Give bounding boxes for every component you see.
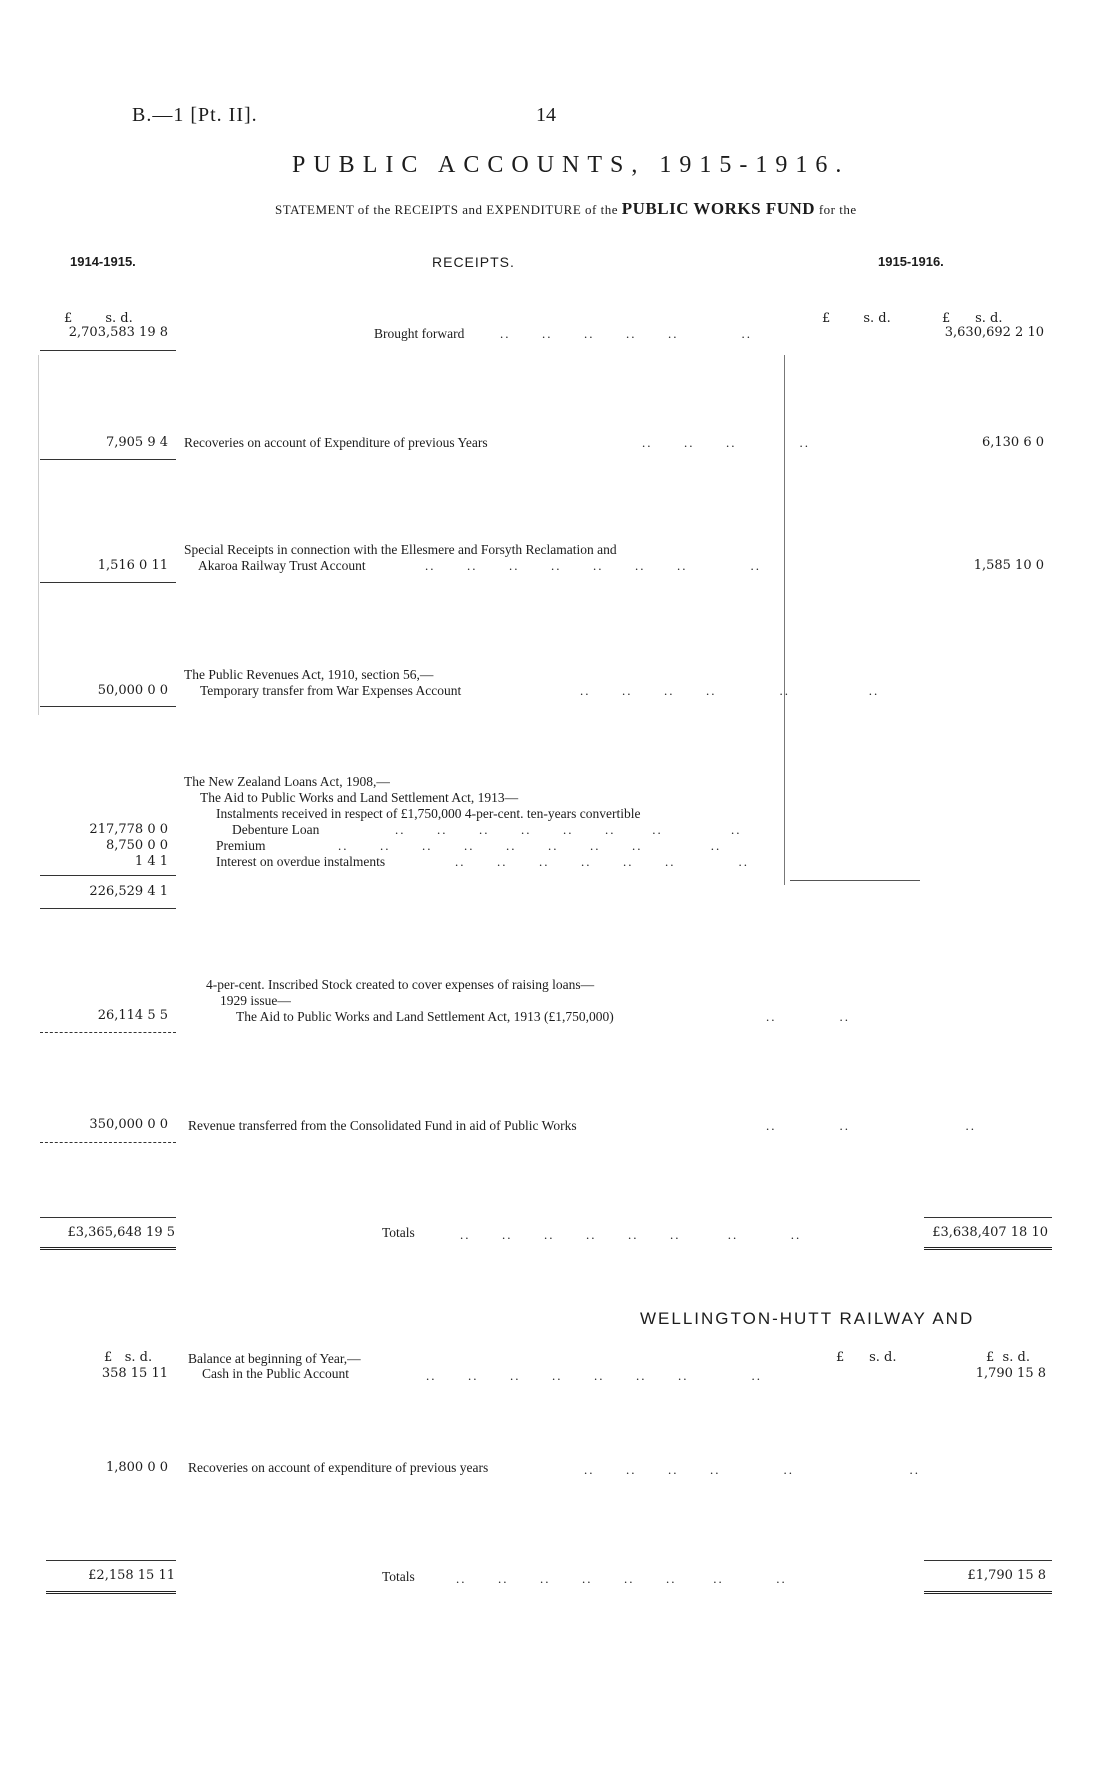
totals-label: Totals [382,1225,415,1240]
row6-description-line2: 1929 issue— [220,993,291,1008]
s2-row1-prev-amount: 358 15 11 [101,1366,168,1381]
row5-description-line1: The New Zealand Loans Act, 1908,— [184,774,390,789]
col-curr-year: 1915-1916. [878,254,944,269]
totals-curr-top-rule [924,1217,1052,1218]
row4-description-line1: The Public Revenues Act, 1910, section 56,— [184,667,434,682]
s2-totals-label: Totals [382,1569,415,1584]
s2-row2-prev-amount: 1,800 0 0 [105,1460,168,1475]
row5-item2-description: Premium [216,838,266,853]
statement-pre: STATEMENT of the RECEIPTS and EXPENDITURE of the [275,202,618,217]
row5-leader2: .. .. .. .. .. .. .. .. .. [338,838,722,853]
row6-prev-amount: 26,114 5 5 [97,1008,168,1023]
row3-rule [40,582,176,583]
row5-item1-prev-amount: 217,778 0 0 [89,822,168,837]
row5-leader1: .. .. .. .. .. .. .. .. [395,822,742,837]
s2-sub-pound-unit: £ [836,1350,845,1365]
row1-prev-amount: 2,703,583 19 8 [68,325,168,340]
row5-item1-description: Debenture Loan [232,822,320,837]
sub-pound-unit: £ [822,311,831,326]
prev-units [64,311,133,326]
row1-leader: .. .. .. .. .. .. [500,326,752,341]
page-number: 14 [536,104,556,126]
curr-pound-unit: £ [942,311,951,326]
row7-rule [40,1142,176,1143]
row4-description-line2: Temporary transfer from War Expenses Account [200,683,462,698]
row2-leader: .. .. .. .. [642,435,810,450]
prev-pound-unit: £ [64,311,73,326]
totals-leader: .. .. .. .. .. .. .. .. [460,1227,802,1242]
s2-row1-curr-amount: 1,790 15 8 [975,1366,1046,1381]
row7-prev-amount: 350,000 0 0 [89,1117,168,1132]
sub-d-unit: d. [878,311,891,326]
row6-rule [40,1032,176,1033]
prev-d-unit: d. [120,311,133,326]
row5-rule [40,908,176,909]
s2-totals-curr-top-rule [924,1560,1052,1561]
s2-row1-leader: .. .. .. .. .. .. .. .. [426,1368,762,1383]
statement-fund: PUBLIC WORKS FUND [621,199,816,218]
row4-leader: .. .. .. .. .. .. [580,683,880,698]
sub-rule [790,880,920,881]
row7-leader: .. .. .. [766,1118,976,1133]
s2-totals-curr-bottom-rule [924,1591,1052,1594]
row6-leader: .. .. [766,1009,850,1024]
s2-sub-units [836,1350,897,1365]
row1-curr-amount: 3,630,692 2 10 [944,325,1044,340]
totals-prev-bottom-rule [40,1247,176,1250]
row3-leader: .. .. .. .. .. .. .. .. [425,558,761,573]
row6-description-line3: The Aid to Public Works and Land Settlement Act, 1913 (£1,750,000) [236,1009,614,1024]
row1-description: Brought forward [374,326,465,341]
s2-totals-prev-top-rule [46,1560,176,1561]
row5-description-line2: The Aid to Public Works and Land Settlement Act, 1913— [200,790,519,805]
s2-row2-description: Recoveries on account of expenditure of previous years [188,1460,489,1475]
row5-item3-description: Interest on overdue instalments [216,854,386,869]
totals-prev-amount: £3,365,648 19 5 [67,1225,175,1240]
s2-curr-pound-unit: £ [986,1350,995,1365]
s2-prev-d-unit: d. [139,1350,153,1365]
curr-sub-units [822,311,891,326]
row5-item2-prev-amount: 8,750 0 0 [105,838,168,853]
s2-row2-leader: .. .. .. .. .. .. [584,1462,920,1477]
curr-s-unit: s. [975,311,986,326]
row6-description-line1: 4-per-cent. Inscribed Stock created to cover expenses of raising loans— [206,977,595,992]
document-reference: B.—1 [Pt. II]. [132,104,258,126]
page-title: PUBLIC ACCOUNTS, 1915-1916. [292,152,850,178]
s2-prev-units [104,1350,152,1365]
row2-curr-amount: 6,130 6 0 [981,435,1044,450]
totals-curr-bottom-rule [924,1247,1052,1250]
sub-s-unit: s. [863,311,875,326]
row5-subtotal-amount: 226,529 4 1 [89,884,168,899]
row1-rule [40,350,176,351]
prev-s-unit: s. [105,311,117,326]
s2-totals-prev-amount: £2,158 15 11 [88,1568,175,1583]
s2-curr-d-unit: d. [1017,1350,1030,1365]
s2-sub-d-unit: d. [884,1350,897,1365]
row3-prev-amount: 1,516 0 11 [97,558,168,573]
s2-curr-units [986,1350,1030,1365]
left-margin-rule [38,355,39,715]
s2-row1-description-line1: Balance at beginning of Year,— [188,1351,361,1366]
row3-curr-amount: 1,585 10 0 [973,558,1044,573]
totals-curr-amount: £3,638,407 18 10 [932,1225,1048,1240]
s2-prev-s-unit: s. [124,1350,136,1365]
curr-units [942,311,1003,326]
row5-subtotal-rule [40,875,176,876]
row2-prev-amount: 7,905 9 4 [105,435,168,450]
row3-description-line1: Special Receipts in connection with the Ellesmere and Forsyth Reclamation and [184,542,617,557]
totals-prev-top-rule [40,1217,176,1218]
s2-row1-description-line2: Cash in the Public Account [202,1366,349,1381]
s2-sub-s-unit: s. [869,1350,880,1365]
s2-curr-s-unit: s. [1002,1350,1014,1365]
s2-totals-prev-bottom-rule [46,1591,176,1594]
row2-description: Recoveries on account of Expenditure of previous Years [184,435,488,450]
row4-rule [40,706,176,707]
row5-leader3: .. .. .. .. .. .. .. [455,854,749,869]
statement-post: for the [818,202,857,217]
row5-item3-prev-amount: 1 4 1 [134,854,168,869]
row4-prev-amount: 50,000 0 0 [97,683,168,698]
s2-totals-leader: .. .. .. .. .. .. .. .. [456,1571,787,1586]
section2-heading: WELLINGTON-HUTT RAILWAY AND [640,1309,975,1328]
statement-heading [275,199,857,219]
s2-prev-pound-unit: £ [104,1350,113,1365]
col-prev-year: 1914-1915. [70,254,136,269]
curr-d-unit: d. [990,311,1003,326]
row3-description-line2: Akaroa Railway Trust Account [198,558,366,573]
col-receipts: RECEIPTS. [432,254,515,270]
s2-totals-curr-amount: £1,790 15 8 [967,1568,1046,1583]
row5-description-line3: Instalments received in respect of £1,750,000 4-per-cent. ten-years convertible [216,806,641,821]
row2-rule [40,459,176,460]
row7-description: Revenue transferred from the Consolidated Fund in aid of Public Works [188,1118,577,1133]
